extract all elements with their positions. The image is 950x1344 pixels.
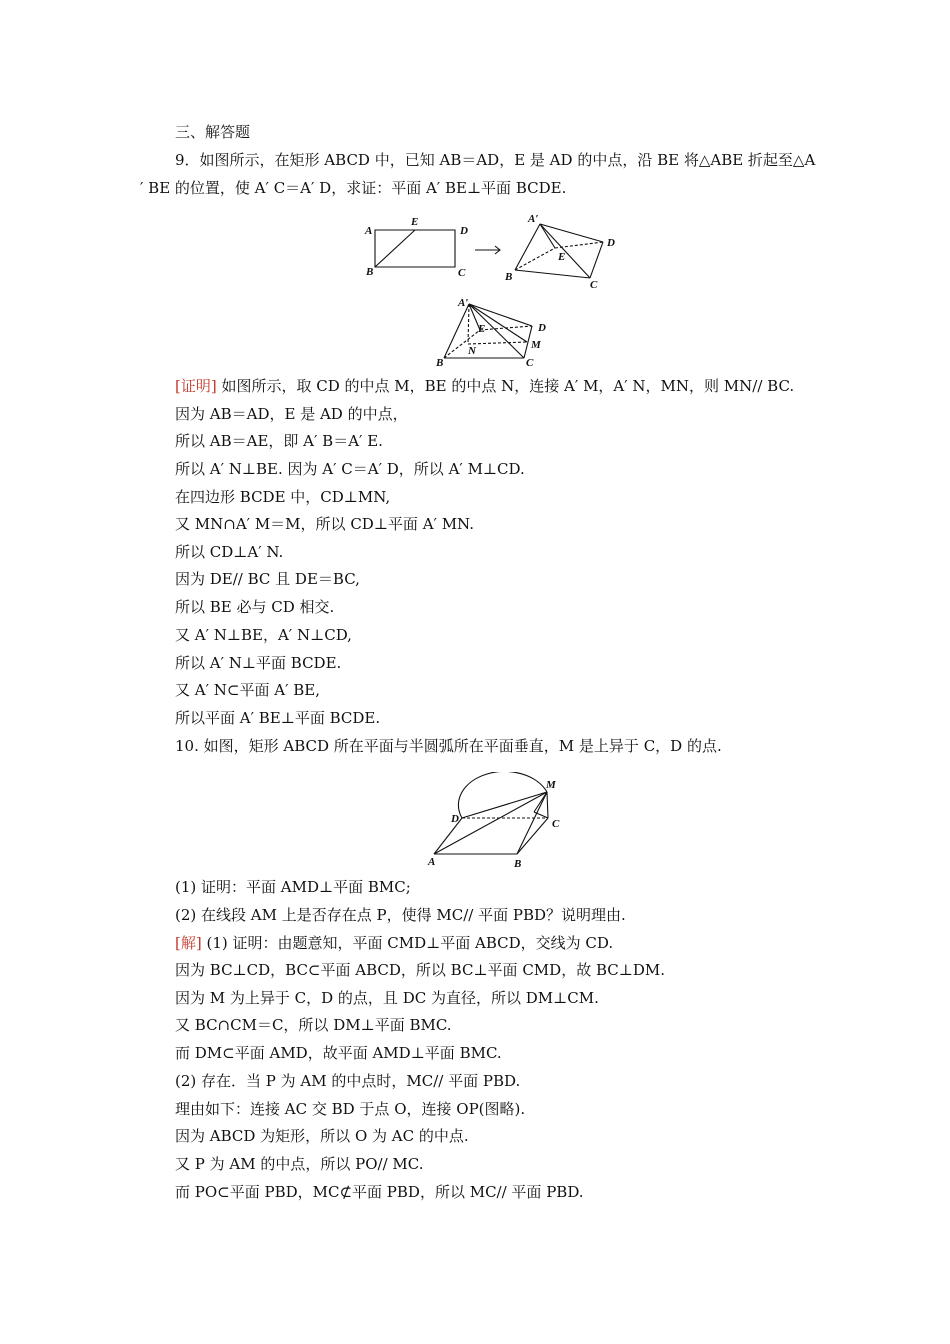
solution-10-line: 因为 ABCD 为矩形，所以 O 为 AC 的中点. xyxy=(175,1127,469,1145)
question-10-part-2: (2) 在线段 AM 上是否存在点 P，使得 MC// 平面 PBD？说明理由. xyxy=(175,906,626,924)
proof-9-line: 所以 BE 必与 CD 相交. xyxy=(175,598,335,616)
solution-10-line: 理由如下：连接 AC 交 BD 于点 O，连接 OP(图略). xyxy=(175,1100,526,1118)
figure-folded-midpoints xyxy=(432,294,562,368)
fig1-label-a: A xyxy=(365,225,373,237)
fig4-label-d: D xyxy=(451,813,459,825)
solution-10-first-line xyxy=(175,933,613,953)
fig2-label-a-prime: A′ xyxy=(528,213,539,225)
fig3-label-b: B xyxy=(436,357,444,368)
fig1-label-d: D xyxy=(460,225,468,237)
fig4-label-a: A xyxy=(428,856,436,868)
proof-9-line: 又 A′ N⊥BE，A′ N⊥CD, xyxy=(175,626,352,644)
proof-9-line: 因为 AB＝AD，E 是 AD 的中点， xyxy=(175,405,408,423)
proof-9-line: 又 A′ N⊂平面 A′ BE, xyxy=(175,681,320,699)
fig4-label-b: B xyxy=(514,858,522,870)
fig3-label-a-prime: A′ xyxy=(458,297,469,309)
proof-9-line: 所以平面 A′ BE⊥平面 BCDE. xyxy=(175,709,381,727)
solution-10-line: 而 DM⊂平面 AMD，故平面 AMD⊥平面 BMC. xyxy=(175,1044,502,1062)
proof-9-first-line xyxy=(175,376,794,396)
question-10-part-1: (1) 证明：平面 AMD⊥平面 BMC; xyxy=(175,878,411,896)
question-10-stem: 10. 如图，矩形 ABCD 所在平面与半圆弧所在平面垂直，M 是上异于 C，D 的点. xyxy=(175,737,722,755)
solution-10-line: 因为 M 为上异于 C，D 的点，且 DC 为直径，所以 DM⊥CM. xyxy=(175,989,599,1007)
fig2-label-d: D xyxy=(607,237,615,249)
solution-tag: [解] xyxy=(175,934,202,952)
figure-semicircle-rectangle xyxy=(422,772,572,872)
fig4-label-m: M xyxy=(546,779,556,791)
solution-10-line: 又 P 为 AM 的中点，所以 PO// MC. xyxy=(175,1155,424,1173)
solution-10-first-text: (1) 证明：由题意知，平面 CMD⊥平面 ABCD，交线为 CD. xyxy=(201,934,614,952)
fig3-label-d: D xyxy=(538,322,546,334)
proof-9-line: 所以 CD⊥A′ N. xyxy=(175,543,284,561)
fig3-label-c: C xyxy=(526,357,534,368)
proof-9-line: 在四边形 BCDE 中，CD⊥MN, xyxy=(175,488,391,506)
fig2-label-e: E xyxy=(558,251,566,263)
fig2-label-b: B xyxy=(505,271,513,283)
solution-10-line: (2) 存在．当 P 为 AM 的中点时，MC// 平面 PBD. xyxy=(175,1072,521,1090)
fig3-label-n: N xyxy=(468,345,476,357)
question-9-line-1: 9．如图所示，在矩形 ABCD 中，已知 AB＝AD，E 是 AD 的中点，沿 BE 将△ABE 折起至△A xyxy=(175,151,816,169)
section-title: 三、解答题 xyxy=(175,123,251,141)
proof-tag: [证明] xyxy=(175,377,217,395)
fig1-label-b: B xyxy=(366,266,374,278)
fig3-label-e: E xyxy=(478,323,486,335)
question-9-line-2: ′ BE 的位置，使 A′ C＝A′ D，求证：平面 A′ BE⊥平面 BCDE. xyxy=(140,179,567,197)
proof-9-line: 所以 AB＝AE，即 A′ B＝A′ E. xyxy=(175,432,383,450)
solution-10-line: 而 PO⊂平面 PBD，MC⊄平面 PBD，所以 MC// 平面 PBD. xyxy=(175,1183,584,1201)
solution-10-line: 因为 BC⊥CD，BC⊂平面 ABCD，所以 BC⊥平面 CMD，故 BC⊥DM. xyxy=(175,961,665,979)
proof-9-line: 又 MN∩A′ M＝M，所以 CD⊥平面 A′ MN. xyxy=(175,515,474,533)
fig3-label-m: M xyxy=(531,339,541,351)
solution-10-line: 又 BC∩CM＝C，所以 DM⊥平面 BMC. xyxy=(175,1016,452,1034)
proof-9-line: 所以 A′ N⊥平面 BCDE. xyxy=(175,654,342,672)
figure-fold-rectangle xyxy=(360,212,630,290)
proof-9-first-text: 如图所示，取 CD 的中点 M，BE 的中点 N，连接 A′ M，A′ N，MN，则 MN// BC. xyxy=(216,377,795,395)
proof-9-line: 因为 DE// BC 且 DE＝BC, xyxy=(175,570,360,588)
proof-9-line: 所以 A′ N⊥BE. 因为 A′ C＝A′ D，所以 A′ M⊥CD. xyxy=(175,460,525,478)
fig1-label-c: C xyxy=(458,267,466,279)
fig1-label-e: E xyxy=(411,216,419,228)
fig4-label-c: C xyxy=(552,818,560,830)
fig2-label-c: C xyxy=(590,279,598,290)
